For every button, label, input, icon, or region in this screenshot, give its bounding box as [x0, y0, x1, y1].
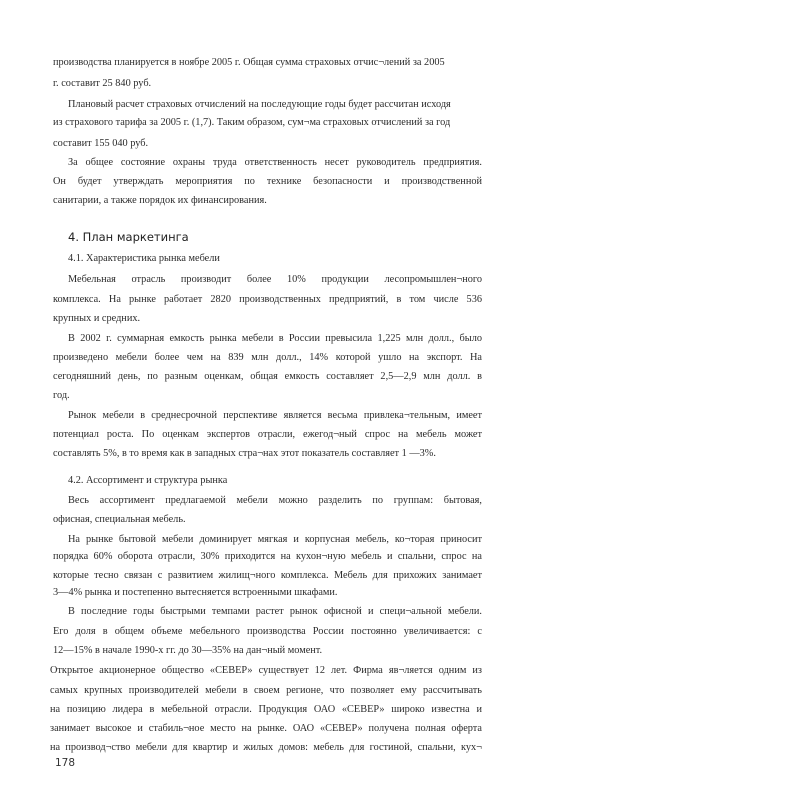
- text-line: которые тесно связан с развитием жилищ¬ного комплекса. Мебель для прихожих занимает: [53, 570, 482, 581]
- text-line: Мебельная отрасль производит более 10% продукции лесопромышлен¬ного: [68, 274, 482, 285]
- text-line: санитарии, а также порядок их финансирования.: [53, 195, 267, 206]
- text-line: Открытое акционерное общество «СЕВЕР» существует 12 лет. Фирма яв¬ляется одним из: [50, 665, 482, 676]
- text-line: производства планируется в ноябре 2005 г. Общая сумма страховых отчис¬лений за 2005: [53, 57, 445, 68]
- text-line: на производ¬ство мебели для квартир и жилых домов: мебель для гостиной, спальни, кух¬: [50, 742, 482, 753]
- text-line: На рынке бытовой мебели доминирует мягкая и корпусная мебель, ко¬торая приносит: [68, 534, 482, 545]
- text-line: порядка 60% оборота отрасли, 30% приходится на кухон¬ную мебель и спальни, спрос на: [53, 551, 482, 562]
- text-line: офисная, специальная мебель.: [53, 514, 186, 525]
- text-line: составлять 5%, в то время как в западных стра¬нах этот показатель составляет 1 —3%.: [53, 448, 436, 459]
- page-number: 178: [55, 757, 76, 769]
- text-line: Его доля в общем объеме мебельного производства России постоянно увеличивается: с: [53, 626, 482, 637]
- text-line: 3—4% рынка и постепенно вытесняется встроенными шкафами.: [53, 587, 338, 598]
- text-line: 12—15% в начале 1990-х гг. до 30—35% на дан¬ный момент.: [53, 645, 323, 656]
- text-line: составит 155 040 руб.: [53, 138, 149, 149]
- text-line: Рынок мебели в среднесрочной перспективе является весьма привлека¬тельным, имеет: [68, 410, 482, 421]
- text-line: Весь ассортимент предлагаемой мебели можно разделить по группам: бытовая,: [68, 495, 482, 506]
- subsection-title: 4.1. Характеристика рынка мебели: [68, 253, 220, 264]
- text-line: из страхового тарифа за 2005 г. (1,7). Таким образом, сум¬ма страховых отчислений за год: [53, 117, 451, 128]
- text-line: на позицию лидера в мебельной отрасли. Продукция ОАО «СЕВЕР» широко известна и: [50, 704, 482, 715]
- text-line: г. составит 25 840 руб.: [53, 78, 152, 89]
- text-line: Плановый расчет страховых отчислений на последующие годы будет рассчитан исходя: [68, 99, 451, 110]
- text-line: занимает высокое и стабиль¬ное место на рынке. ОАО «СЕВЕР» получена полная оферта: [50, 723, 482, 734]
- text-line: самых крупных производителей мебели в своем регионе, что позволяет ему рассчитывать: [50, 685, 482, 696]
- subsection-title: 4.2. Ассортимент и структура рынка: [68, 475, 228, 486]
- section-heading: 4. План маркетинга: [68, 230, 189, 244]
- text-line: Он будет утверждать мероприятия по технике безопасности и производственной: [53, 176, 482, 187]
- text-line: год.: [53, 390, 70, 401]
- text-line: потенциал роста. По оценкам экспертов отрасли, ежегод¬ный спрос на мебель может: [53, 429, 482, 440]
- text-line: произведено мебели более чем на 839 млн долл., 14% которой ушло на экспорт. На: [53, 352, 482, 363]
- text-line: За общее состояние охраны труда ответственность несет руководитель предприятия.: [68, 157, 482, 168]
- text-line: В 2002 г. суммарная емкость рынка мебели в России превысила 1,225 млн долл., было: [68, 333, 482, 344]
- text-line: крупных и средних.: [53, 313, 141, 324]
- text-line: комплекса. На рынке работает 2820 производственных предприятий, в том числе 536: [53, 294, 482, 305]
- text-line: сегодняшний день, по разным оценкам, общая емкость составляет 2,5—2,9 млн долл. в: [53, 371, 482, 382]
- text-line: В последние годы быстрыми темпами растет рынок офисной и специ¬альной мебели.: [68, 606, 482, 617]
